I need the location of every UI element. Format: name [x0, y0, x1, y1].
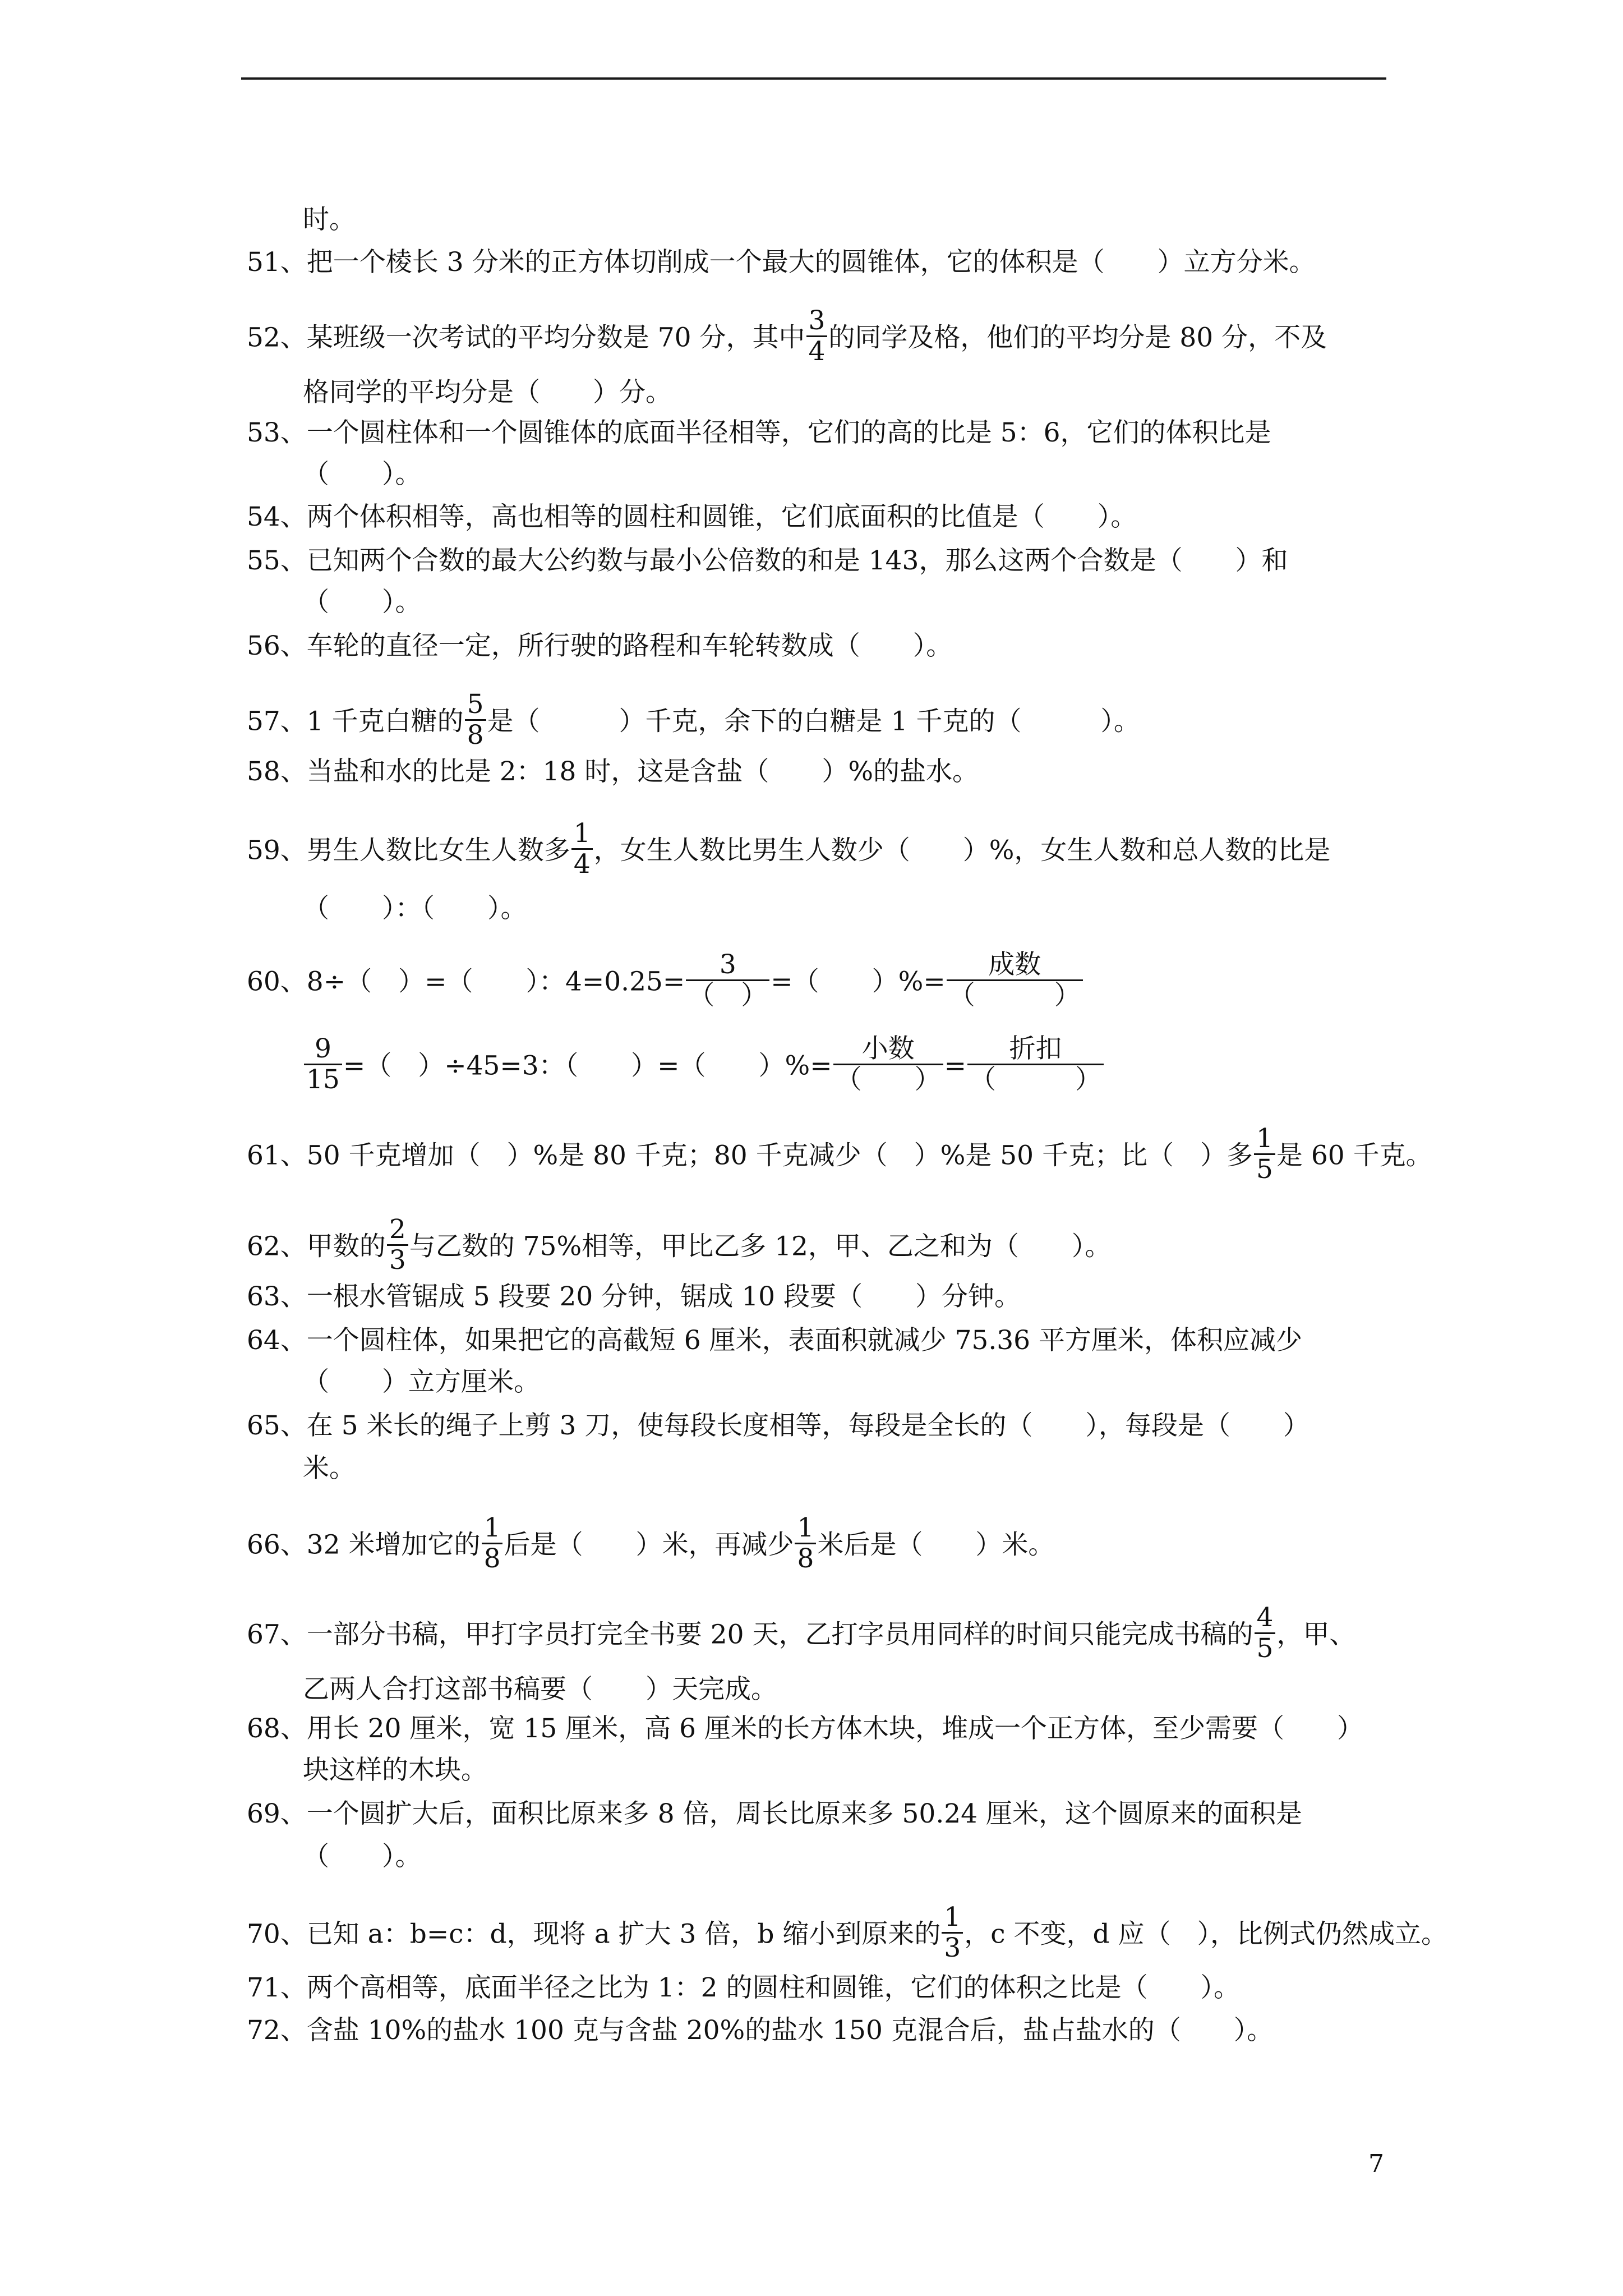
q70: 70、已知 a：b=c：d，现将 a 扩大 3 倍，b 缩小到原来的 $\frac{1}{3}$ ，c 不变，d 应（ ），比例式仍然成立。 [247, 1902, 1448, 1963]
q50-tail: 时。 [303, 204, 356, 235]
q67: 67、一部分书稿，甲打字员打完全书要 20 天，乙打字员用同样的时间只能完成书稿的 $\frac{4}{5}$ ，甲、 [247, 1602, 1356, 1664]
q69: 69、一个圆扩大后，面积比原来多 8 倍，周长比原来多 50.24 厘米，这个圆原来的面积是 [247, 1798, 1303, 1829]
q68-cont: 块这样的木块。 [303, 1755, 487, 1786]
fraction: $\frac{5}{8}$ [465, 690, 486, 750]
q61: 61、50 千克增加（ ）%是 80 千克；80 千克减少（ ）%是 50 千克；比（ ）多 $\frac{1}{5}$ 是 60 千克。 [247, 1123, 1432, 1185]
q59-cont: （ ）：（ ）。 [303, 893, 527, 924]
q58: 58、当盐和水的比是 2：18 时，这是含盐（ ）%的盐水。 [247, 756, 979, 787]
q52: 52、某班级一次考试的平均分数是 70 分，其中 $\frac{3}{4}$ 的同学及格，他们的平均分是 80 分，不及 [247, 305, 1327, 367]
q53: 53、一个圆柱体和一个圆锥体的底面半径相等，它们的高的比是 5：6，它们的体积比是 [247, 417, 1271, 448]
q59: 59、男生人数比女生人数多 $\frac{1}{4}$ ，女生人数比男生人数少（ ）%，女生人数和总人数的比是 [247, 818, 1331, 880]
q54: 54、两个体积相等，高也相等的圆柱和圆锥，它们底面积的比值是（ ）。 [247, 501, 1137, 532]
fraction: $\frac{1}{5}$ [1254, 1124, 1275, 1184]
fraction: $\frac{1}{8}$ [482, 1513, 503, 1573]
q72: 72、含盐 10%的盐水 100 克与含盐 20%的盐水 150 克混合后，盐占盐水的（ ）。 [247, 2015, 1274, 2046]
q60-line1: 60、8÷（ ）=（ ）：4=0.25= $\frac{3}{( )}$ =（ ）%= $\frac{\text{成数}}{( )}$ [247, 954, 1084, 1014]
q57: 57、1 千克白糖的 $\frac{5}{8}$ 是（ ）千克，余下的白糖是 1 千克的（ ）。 [247, 689, 1140, 751]
q56: 56、车轮的直径一定，所行驶的路程和车轮转数成（ ）。 [247, 631, 953, 661]
fraction: $\frac{\text{小数}}{( )}$ [833, 1034, 943, 1094]
fraction: $\frac{4}{5}$ [1255, 1603, 1276, 1663]
q60-line2: $\frac{9}{15}$ =（ ）÷45=3：（ ）=（ ）%= $\frac{\text{小数}}{( )}$ = $\frac{\text{折扣}}{( )}$ [303, 1038, 1105, 1098]
q62: 62、甲数的 $\frac{2}{3}$ 与乙数的 75%相等，甲比乙多 12，甲、乙之和为（ ）。 [247, 1214, 1112, 1276]
fraction: $\frac{1}{8}$ [795, 1513, 816, 1573]
header-rule [241, 77, 1386, 80]
q64: 64、一个圆柱体，如果把它的高截短 6 厘米，表面积就减少 75.36 平方厘米，体积应减少 [247, 1325, 1303, 1356]
fraction: $\frac{\text{成数}}{( )}$ [947, 950, 1083, 1010]
q55-cont: （ ）。 [303, 587, 422, 618]
fraction: $\frac{9}{15}$ [304, 1034, 342, 1094]
q65-cont: 米。 [303, 1453, 356, 1484]
fraction: $\frac{3}{( )}$ [686, 950, 769, 1010]
q67-cont: 乙两人合打这部书稿要（ ）天完成。 [303, 1674, 777, 1705]
q65: 65、在 5 米长的绳子上剪 3 刀，使每段长度相等，每段是全长的（ ），每段是（ ） [247, 1410, 1310, 1441]
q51: 51、把一个棱长 3 分米的正方体切削成一个最大的圆锥体，它的体积是（ ）立方分米。 [247, 247, 1316, 278]
q71: 71、两个高相等，底面半径之比为 1：2 的圆柱和圆锥，它们的体积之比是（ ）。 [247, 1972, 1240, 2003]
q69-cont: （ ）。 [303, 1841, 422, 1872]
q64-cont: （ ）立方厘米。 [303, 1366, 540, 1397]
q53-cont: （ ）。 [303, 459, 422, 490]
q52-cont: 格同学的平均分是（ ）分。 [303, 377, 672, 408]
fraction: $\frac{1}{4}$ [571, 819, 593, 879]
fraction: $\frac{3}{4}$ [806, 306, 828, 366]
fraction: $\frac{1}{3}$ [942, 1903, 963, 1963]
q66: 66、32 米增加它的 $\frac{1}{8}$ 后是（ ）米，再减少 $\frac{1}{8}$ 米后是（ ）米。 [247, 1512, 1055, 1574]
page-number: 7 [1368, 2150, 1384, 2178]
fraction: $\frac{\text{折扣}}{( )}$ [967, 1034, 1104, 1094]
fraction: $\frac{2}{3}$ [387, 1215, 408, 1275]
q68: 68、用长 20 厘米，宽 15 厘米，高 6 厘米的长方体木块，堆成一个正方体，至少需要（ ） [247, 1713, 1363, 1744]
q55: 55、已知两个合数的最大公约数与最小公倍数的和是 143，那么这两个合数是（ ）和 [247, 545, 1288, 576]
q63: 63、一根水管锯成 5 段要 20 分钟，锯成 10 段要（ ）分钟。 [247, 1281, 1021, 1312]
